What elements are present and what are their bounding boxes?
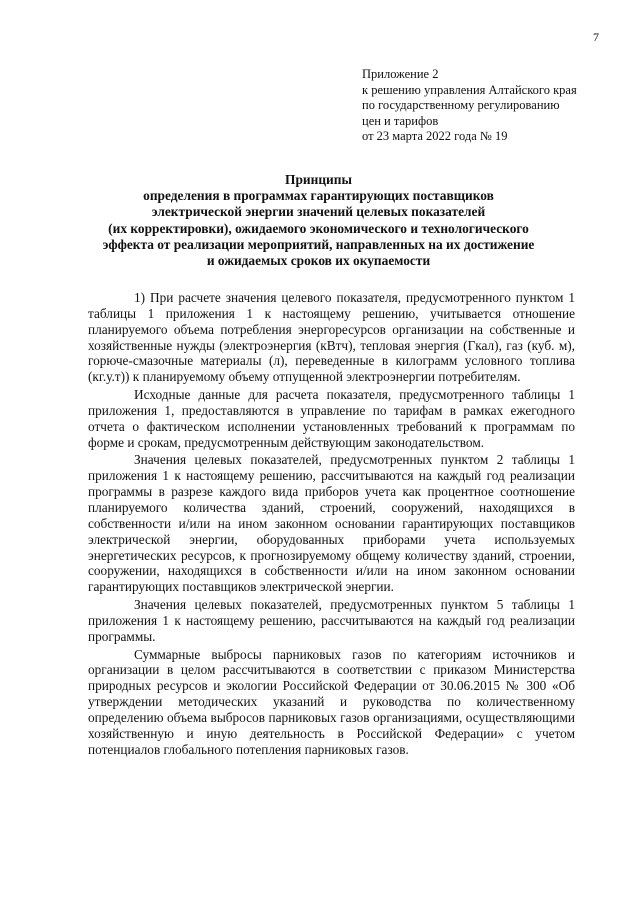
annex-line: по государственному регулированию xyxy=(362,98,560,113)
title-line: и ожидаемых сроков их окупаемости xyxy=(206,253,431,269)
title-line: электрической энергии значений целевых показателей xyxy=(151,204,486,220)
annex-header xyxy=(362,67,612,145)
title-line: Принципы xyxy=(285,172,352,187)
title-line: определения в программах гарантирующих поставщиков xyxy=(143,188,494,204)
title-line: (их корректировки), ожидаемого экономического и технологического xyxy=(108,220,529,236)
annex-line: от 23 марта 2022 года № 19 xyxy=(362,129,508,144)
paragraph: Значения целевых показателей, предусмотренных пунктом 2 таблицы 1 приложения 1 к настоящему решению, рассчитываются на каждый год реализации программы в разрезе каждого вида приборов учета как процентное соотношение планируемого количества зданий, строений, сооружений, находящихся в собственности и/или на ином законном основании гарантирующих поставщиков электрической энергии, оборудованных приборами учета используемых энергетических ресурсов, к прогнозируемому общему количеству зданий, строении, сооружении, находящихся в собственности и/или на ином законном основании гарантирующих поставщиков электрической энергии. xyxy=(88,452,575,595)
paragraph: 1) При расчете значения целевого показателя, предусмотренного пунктом 1 таблицы 1 приложения 1 к настоящему решению, учитывается отношение планируемого объема потребления энергоресурсов организации на собственные и хозяйственные нужды (электроэнергия (кВтч), тепловая энергия (Гкал), газ (куб. м), горюче-смазочные материалы (л), переведенные в килограмм условного топлива (кг.у.т)) к планируемому объему отпущенной электроэнергии потребителям. xyxy=(88,290,575,385)
document-body xyxy=(88,290,575,757)
title-line: эффекта от реализации мероприятий, направленных на их достижение xyxy=(102,236,535,252)
annex-line: цен и тарифов xyxy=(362,113,439,128)
page-number: 7 xyxy=(593,30,599,44)
paragraph: Суммарные выбросы парниковых газов по категориям источников и организации в целом рассчитываются в соответствии с приказом Министерства природных ресурсов и экологии Российской Федерации от 30.06.2015 № 300 «Об утверждении методических указаний и руководства по количественному определению объема выбросов парниковых газов организациями, осуществляющими хозяйственную и иную деятельность в Российской Федерации» с учетом потенциалов глобального потепления парниковых газов. xyxy=(88,646,575,757)
paragraph: Значения целевых показателей, предусмотренных пунктом 5 таблицы 1 приложения 1 к настоящему решению, рассчитываются на каждый год реализации программы. xyxy=(88,597,575,644)
annex-line: к решению управления Алтайского края xyxy=(362,82,577,97)
paragraph: Исходные данные для расчета показателя, предусмотренного таблицы 1 приложения 1, предоставляются в управление по тарифам в рамках ежегодного отчета о фактическом исполнении установленных требований к программам по форме и срокам, предусмотренным действующим законодательством. xyxy=(88,387,575,450)
annex-line: Приложение 2 xyxy=(362,67,439,81)
document-title xyxy=(50,172,587,269)
